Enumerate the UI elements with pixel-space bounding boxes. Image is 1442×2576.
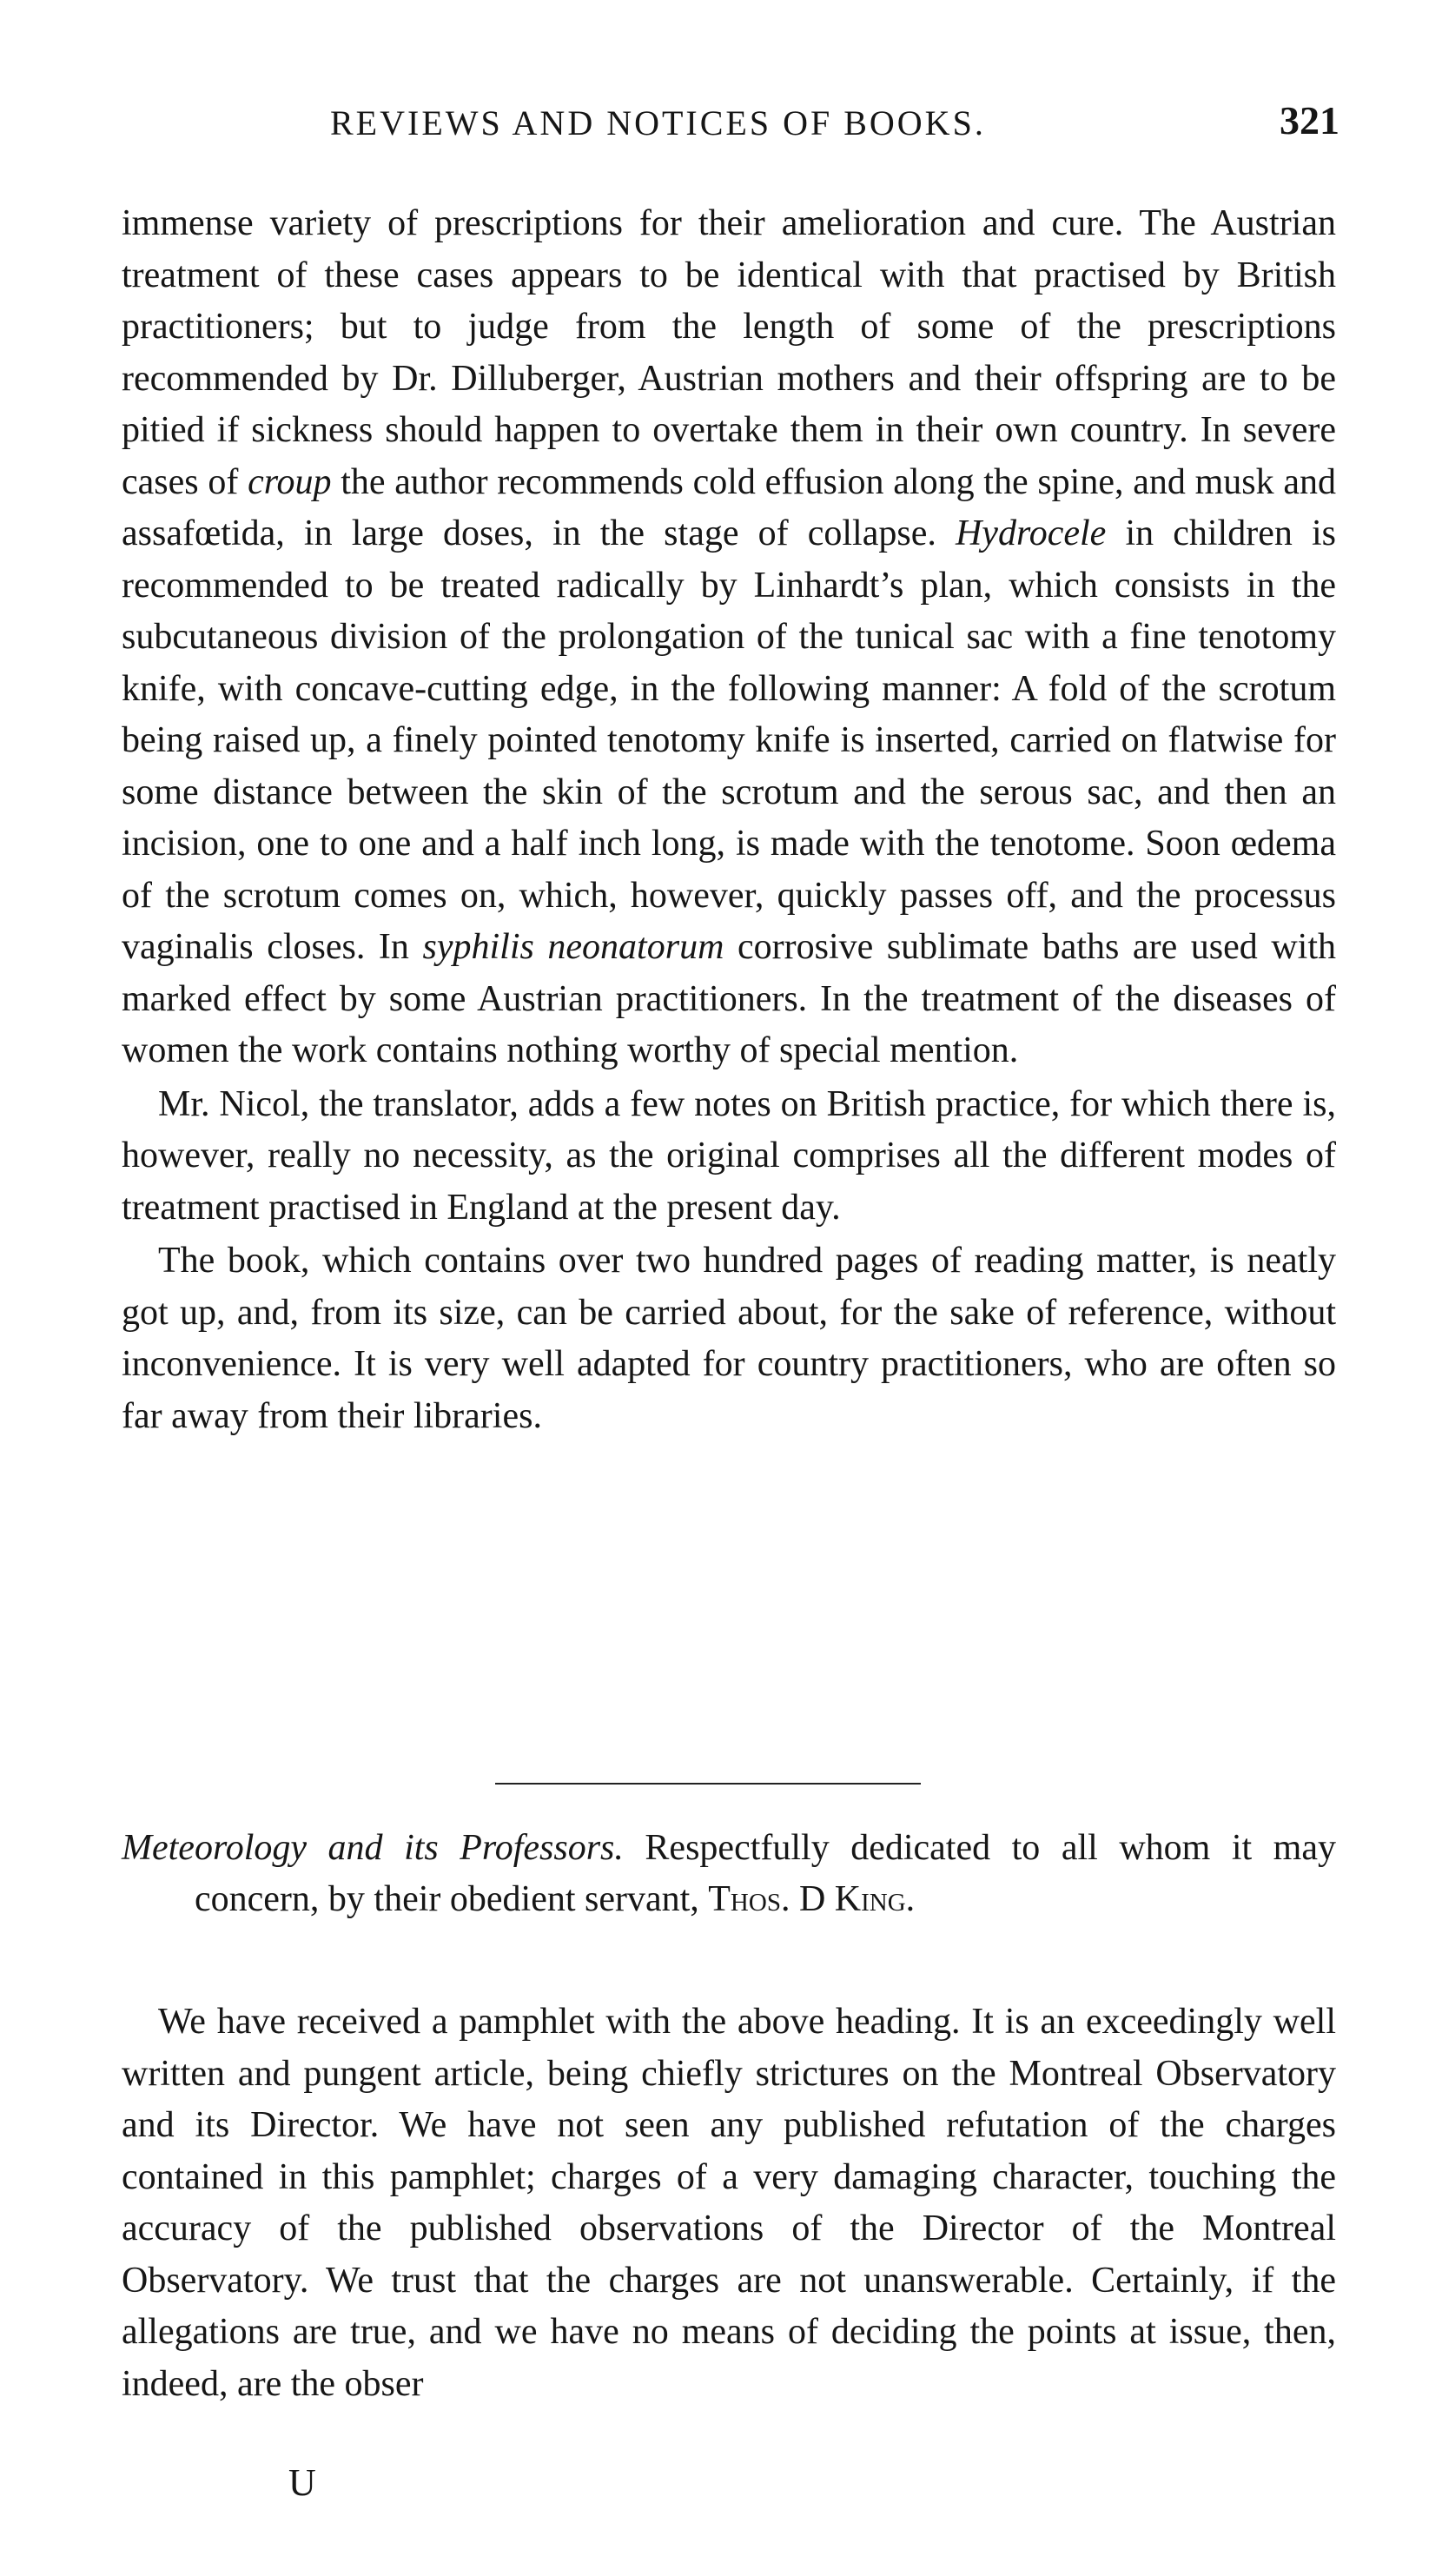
italic-term-syphilis: syphilis neonatorum [422, 927, 724, 967]
review-body [122, 198, 1336, 1442]
notice-heading-line [122, 1823, 1336, 1925]
italic-term-hydrocele: Hydrocele [955, 513, 1107, 553]
review-paragraph-2: Mr. Nicol, the translator, adds a few notes on British practice, for which there is, however, really no necessity, as the original comprises all the different modes of treatment practised in England at the present day. [122, 1083, 1336, 1228]
section-divider [495, 1783, 921, 1785]
notice-author: Thos. D King. [708, 1879, 916, 1919]
text-run: immense variety of prescriptions for their amelioration and cure. The Austrian treatment of these cases appears to be identical with that practised by British practitioners; but to judge from the length of some of the prescriptions recommended by Dr. Dilluberger, Austrian mothers and their offspring are to be pitied if sickness should happen to overtake them in their own country. In severe cases of [122, 203, 1336, 502]
text-run: in children is recommended to be treated radically by Linhardt’s plan, which consists in the subcutaneous division of the prolongation of the tunical sac with a fine tenotomy knife, with concave-cutting edge, in the following manner: A fold of the scrotum being raised up, a finely pointed tenotomy knife is inserted, carried on flatwise for some distance between the skin of the scrotum and the serous sac, and then an incision, one to one and a half inch long, is made with the tenotome. Soon œdema of the scrotum comes on, which, however, quickly passes off, and the processus vaginalis closes. In [122, 513, 1336, 967]
signature-mark: U [288, 2461, 316, 2504]
notice-body [122, 1997, 1336, 2410]
review-paragraph-1 [122, 198, 1336, 1077]
italic-term-croup: croup [248, 461, 332, 502]
text-run: the author recommends cold effusion along the spine, and musk and assafœtida, in large doses, in the stage of collapse. [122, 461, 1336, 553]
notice-title: Meteorology and its Professors. [122, 1828, 624, 1868]
notice-title-rest: Respectfully dedicated to all whom it may concern, by their obedient servant, [195, 1828, 1336, 1919]
notice-paragraph: We have received a pamphlet with the above heading. It is an exceedingly well written and pungent article, being chiefly strictures on the Montreal Observatory and its Director. We have not seen any published refutation of the charges contained in this pamphlet; charges of a very damaging character, touching the accuracy of the published observations of the Director of the Montreal Observatory. We trust that the charges are not unanswerable. Certainly, if the allegations are true, and we have no means of deciding the points at issue, then, indeed, are the obser [122, 2002, 1336, 2404]
notice-heading [122, 1823, 1336, 1925]
running-title: REVIEWS AND NOTICES OF BOOKS. [330, 103, 986, 142]
page-number: 321 [1280, 98, 1339, 142]
text-run: corrosive sublimate baths are used with marked effect by some Austrian practitioners. In the treatment of the diseases of women the work contains nothing worthy of special mention. [122, 927, 1337, 1070]
review-paragraph-3: The book, which contains over two hundred pages of reading matter, is neatly got up, and, from its size, can be carried about, for the sake of reference, without inconvenience. It is very well adapted for country practitioners, who are often so far away from their libraries. [122, 1241, 1336, 1436]
